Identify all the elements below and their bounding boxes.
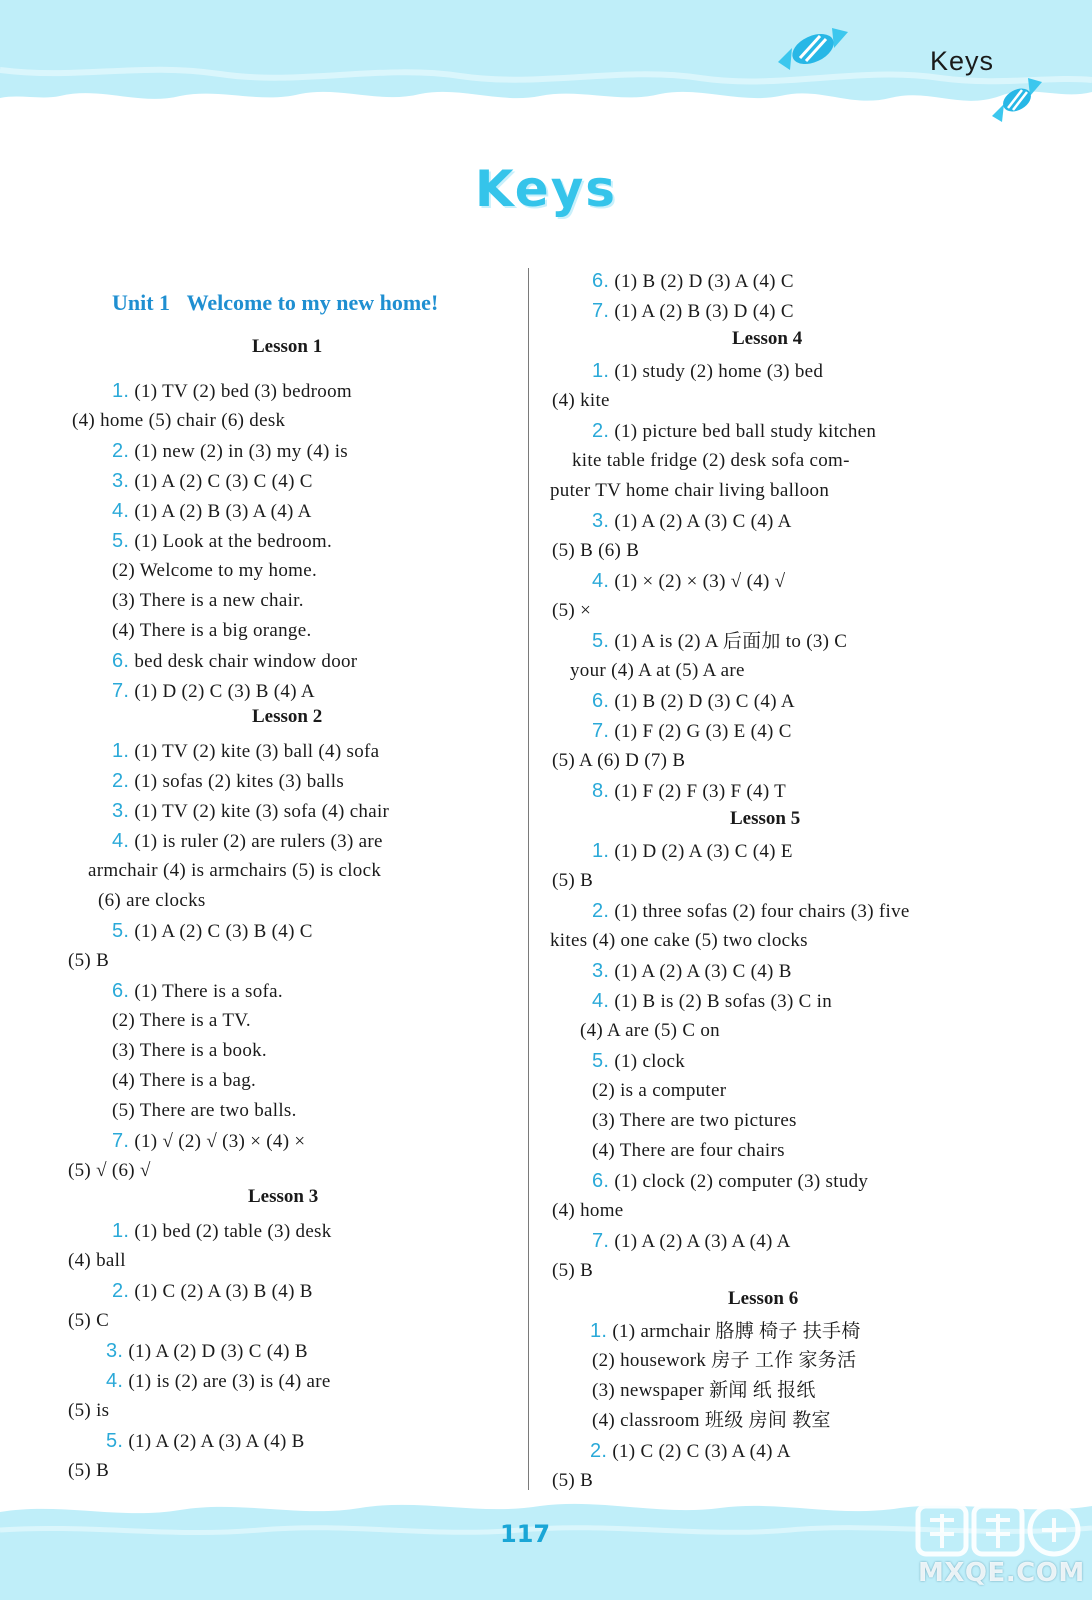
answer-line: (5) √ (6) √ [68, 1160, 151, 1181]
answer-line: (4) home [552, 1200, 624, 1221]
answer-line: 4. (1) B is (2) B sofas (3) C in [592, 990, 833, 1012]
answer-line: 2. (1) C (2) C (3) A (4) A [590, 1440, 791, 1462]
answer-line: 1. (1) bed (2) table (3) desk [112, 1220, 332, 1242]
answer-line: 3. (1) A (2) D (3) C (4) B [106, 1340, 308, 1362]
answer-line: 5. (1) A (2) A (3) A (4) B [106, 1430, 305, 1452]
answer-line: 2. (1) new (2) in (3) my (4) is [112, 440, 348, 462]
answer-line: (5) There are two balls. [112, 1100, 297, 1121]
answer-line: 7. (1) F (2) G (3) E (4) C [592, 720, 792, 742]
answer-line: (5) B [552, 870, 594, 891]
answer-line: 2. (1) three sofas (2) four chairs (3) five [592, 900, 910, 922]
answer-line: 7. (1) D (2) C (3) B (4) A [112, 680, 315, 702]
answer-line: (4) There is a bag. [112, 1070, 257, 1091]
answer-line: 8. (1) F (2) F (3) F (4) T [592, 780, 787, 802]
answer-line: (2) housework 房子 工作 家务活 [592, 1350, 857, 1371]
answer-line: (5) is [68, 1400, 110, 1421]
answer-line: (3) newspaper 新闻 纸 报纸 [592, 1380, 816, 1401]
answer-line: 1. (1) study (2) home (3) bed [592, 360, 824, 382]
answer-line: kite table fridge (2) desk sofa com- [572, 450, 850, 471]
answer-line: (5) C [68, 1310, 110, 1331]
answer-line: kites (4) one cake (5) two clocks [550, 930, 808, 951]
answer-line: (6) are clocks [98, 890, 206, 911]
answer-line: 7. (1) A (2) B (3) D (4) C [592, 300, 794, 322]
lesson-heading: Lesson 6 [728, 1288, 799, 1309]
answer-line: 6. bed desk chair window door [112, 650, 358, 672]
answer-line: (5) B [68, 1460, 110, 1481]
answer-line: (5) B [552, 1470, 594, 1491]
lesson-heading: Lesson 4 [732, 328, 803, 349]
answer-line: (3) There is a book. [112, 1040, 267, 1061]
answer-line: your (4) A at (5) A are [570, 660, 745, 681]
lesson-heading: Lesson 2 [252, 706, 323, 727]
answer-line: 1. (1) armchair 胳膊 椅子 扶手椅 [590, 1320, 861, 1342]
answer-line: 2. (1) sofas (2) kites (3) balls [112, 770, 345, 792]
answer-line: armchair (4) is armchairs (5) is clock [88, 860, 382, 881]
answer-line: 1. (1) TV (2) bed (3) bedroom [112, 380, 352, 402]
answer-line: (2) is a computer [592, 1080, 727, 1101]
answer-line: (2) Welcome to my home. [112, 560, 317, 581]
answer-line: 4. (1) is ruler (2) are rulers (3) are [112, 830, 383, 852]
column-divider [528, 268, 529, 1490]
answer-line: 5. (1) A (2) C (3) B (4) C [112, 920, 313, 942]
answer-line: (4) There are four chairs [592, 1140, 785, 1161]
answer-line: (2) There is a TV. [112, 1010, 251, 1031]
answer-line: 4. (1) A (2) B (3) A (4) A [112, 500, 312, 522]
answer-line: (5) B [68, 950, 110, 971]
answer-line: puter TV home chair living balloon [550, 480, 830, 501]
answer-line: (5) B (6) B [552, 540, 640, 561]
answer-line: (5) × [552, 600, 592, 621]
answer-line: (4) classroom 班级 房间 教室 [592, 1410, 831, 1431]
answer-line: 7. (1) √ (2) √ (3) × (4) × [112, 1130, 306, 1152]
answer-line: 4. (1) is (2) are (3) is (4) are [106, 1370, 331, 1392]
unit-heading [112, 290, 438, 316]
answer-line: 6. (1) There is a sofa. [112, 980, 283, 1002]
answer-line: 3. (1) A (2) A (3) C (4) B [592, 960, 792, 982]
watermark-text: MXQE.COM [918, 1558, 1085, 1588]
answer-line: 1. (1) TV (2) kite (3) ball (4) sofa [112, 740, 380, 762]
answer-line: (3) There is a new chair. [112, 590, 304, 611]
answer-line: 2. (1) picture bed ball study kitchen [592, 420, 877, 442]
answer-line: (4) A are (5) C on [580, 1020, 720, 1041]
top-wave-banner [0, 0, 1092, 140]
answer-line: 3. (1) A (2) C (3) C (4) C [112, 470, 313, 492]
page-title: Keys [474, 160, 618, 218]
answer-line: (5) A (6) D (7) B [552, 750, 686, 771]
answer-line: 7. (1) A (2) A (3) A (4) A [592, 1230, 791, 1252]
answer-line: 6. (1) clock (2) computer (3) study [592, 1170, 869, 1192]
answer-line: (5) B [552, 1260, 594, 1281]
answer-line: 6. (1) B (2) D (3) A (4) C [592, 270, 794, 292]
page-number: 117 [500, 1520, 551, 1548]
lesson-heading: Lesson 5 [730, 808, 801, 829]
answer-line: (4) kite [552, 390, 610, 411]
answer-line: (4) home (5) chair (6) desk [72, 410, 286, 431]
answer-line: 2. (1) C (2) A (3) B (4) B [112, 1280, 313, 1302]
unit-title: Welcome to my new home! [186, 290, 439, 315]
answer-line: 4. (1) × (2) × (3) √ (4) √ [592, 570, 786, 592]
answer-line: 1. (1) D (2) A (3) C (4) E [592, 840, 793, 862]
answer-line: 3. (1) A (2) A (3) C (4) A [592, 510, 792, 532]
answer-line: 3. (1) TV (2) kite (3) sofa (4) chair [112, 800, 390, 822]
answer-line: 5. (1) Look at the bedroom. [112, 530, 333, 552]
candy-icon [776, 26, 850, 72]
answer-line: 5. (1) clock [592, 1050, 686, 1072]
lesson-heading: Lesson 1 [252, 336, 323, 357]
header-section-label: Keys [930, 46, 995, 76]
answer-line: (3) There are two pictures [592, 1110, 797, 1131]
unit-number: Unit 1 [112, 290, 171, 315]
answer-line: 5. (1) A is (2) A 后面加 to (3) C [592, 630, 848, 652]
candy-icon-small [990, 78, 1044, 122]
answer-line: 6. (1) B (2) D (3) C (4) A [592, 690, 795, 712]
answer-line: (4) There is a big orange. [112, 620, 312, 641]
answer-line: (4) ball [68, 1250, 126, 1271]
lesson-heading: Lesson 3 [248, 1186, 319, 1207]
